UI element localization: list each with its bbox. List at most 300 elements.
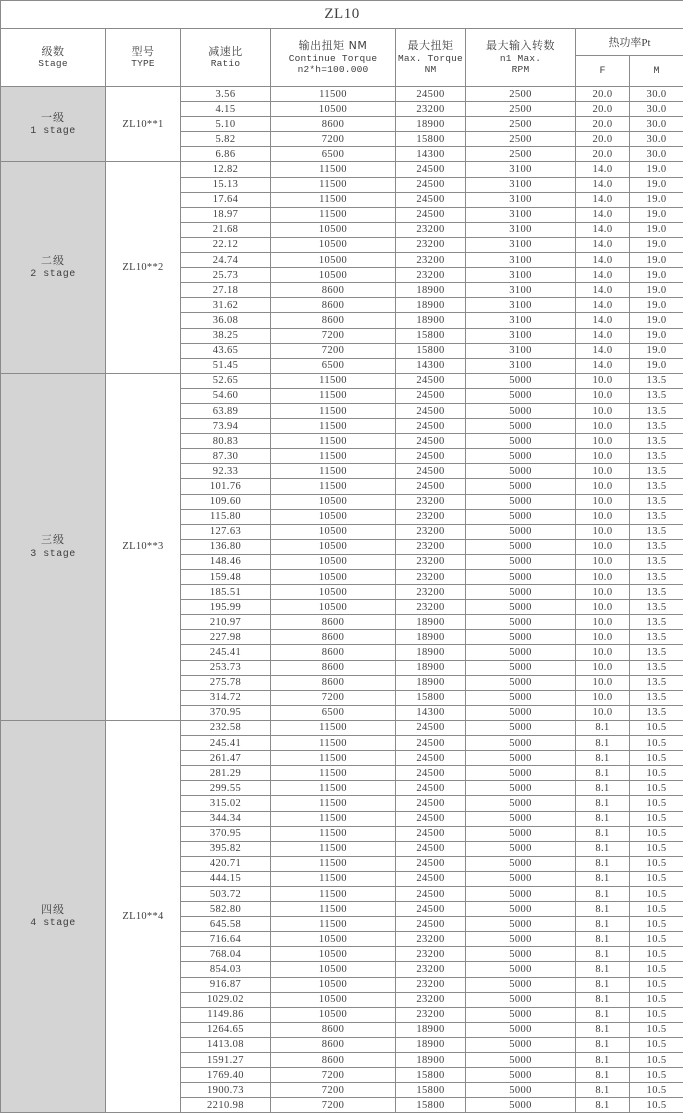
thermal-power-f-cell: 8.1: [576, 886, 630, 901]
title-row: [1, 1, 683, 29]
continuous-torque-cell: 11500: [271, 479, 396, 494]
max-input-rpm-cell: 5000: [466, 811, 576, 826]
continuous-torque-cell: 10500: [271, 509, 396, 524]
page-title: ZL10: [1, 1, 683, 29]
max-torque-cell: 15800: [396, 343, 466, 358]
max-input-rpm-cell: 5000: [466, 419, 576, 434]
max-torque-cell: 24500: [396, 449, 466, 464]
thermal-power-f-cell: 8.1: [576, 871, 630, 886]
max-input-rpm-cell: 3100: [466, 192, 576, 207]
col-header-type-cn: 型号: [106, 45, 180, 59]
continuous-torque-cell: 11500: [271, 192, 396, 207]
ratio-cell: 253.73: [181, 660, 271, 675]
thermal-power-m-cell: 10.5: [630, 1068, 683, 1083]
ratio-cell: 92.33: [181, 464, 271, 479]
max-input-rpm-cell: 3100: [466, 207, 576, 222]
thermal-power-m-cell: 13.5: [630, 494, 683, 509]
col-header-max-input-rpm-cn: 最大输入转数: [466, 39, 575, 53]
continuous-torque-cell: 7200: [271, 132, 396, 147]
thermal-power-f-cell: 20.0: [576, 132, 630, 147]
stage-label-en: 1 stage: [1, 125, 105, 139]
thermal-power-f-cell: 10.0: [576, 464, 630, 479]
max-input-rpm-cell: 5000: [466, 630, 576, 645]
thermal-power-f-cell: 8.1: [576, 932, 630, 947]
continuous-torque-cell: 8600: [271, 615, 396, 630]
thermal-power-f-cell: 10.0: [576, 570, 630, 585]
continuous-torque-cell: 10500: [271, 253, 396, 268]
max-input-rpm-cell: 5000: [466, 720, 576, 735]
ratio-cell: 22.12: [181, 237, 271, 252]
thermal-power-m-cell: 19.0: [630, 192, 683, 207]
ratio-cell: 36.08: [181, 313, 271, 328]
col-header-max-input-rpm: [466, 29, 576, 87]
ratio-cell: 1769.40: [181, 1068, 271, 1083]
continuous-torque-cell: 8600: [271, 645, 396, 660]
type-cell: ZL10**1: [106, 87, 181, 162]
continuous-torque-cell: 10500: [271, 932, 396, 947]
ratio-cell: 24.74: [181, 253, 271, 268]
col-header-continuous-torque-cn: 输出扭矩 NM: [271, 39, 395, 53]
ratio-cell: 54.60: [181, 388, 271, 403]
max-input-rpm-cell: 5000: [466, 524, 576, 539]
thermal-power-m-cell: 13.5: [630, 434, 683, 449]
thermal-power-f-cell: 10.0: [576, 524, 630, 539]
col-header-continuous-torque-en1: Continue Torque: [271, 53, 395, 65]
max-input-rpm-cell: 5000: [466, 826, 576, 841]
ratio-cell: 1029.02: [181, 992, 271, 1007]
thermal-power-m-cell: 13.5: [630, 479, 683, 494]
thermal-power-f-cell: 8.1: [576, 856, 630, 871]
ratio-cell: 6.86: [181, 147, 271, 162]
max-torque-cell: 24500: [396, 434, 466, 449]
max-torque-cell: 23200: [396, 962, 466, 977]
ratio-cell: 38.25: [181, 328, 271, 343]
thermal-power-m-cell: 30.0: [630, 87, 683, 102]
ratio-cell: 15.13: [181, 177, 271, 192]
max-input-rpm-cell: 5000: [466, 977, 576, 992]
ratio-cell: 1413.08: [181, 1037, 271, 1052]
ratio-cell: 5.10: [181, 117, 271, 132]
ratio-cell: 2210.98: [181, 1098, 271, 1113]
ratio-cell: 3.56: [181, 87, 271, 102]
max-torque-cell: 24500: [396, 886, 466, 901]
max-input-rpm-cell: 3100: [466, 358, 576, 373]
thermal-power-m-cell: 19.0: [630, 162, 683, 177]
thermal-power-m-cell: 13.5: [630, 403, 683, 418]
continuous-torque-cell: 11500: [271, 917, 396, 932]
max-torque-cell: 24500: [396, 177, 466, 192]
max-torque-cell: 23200: [396, 554, 466, 569]
max-input-rpm-cell: 5000: [466, 434, 576, 449]
max-input-rpm-cell: 2500: [466, 117, 576, 132]
max-torque-cell: 23200: [396, 977, 466, 992]
thermal-power-f-cell: 10.0: [576, 630, 630, 645]
ratio-cell: 148.46: [181, 554, 271, 569]
thermal-power-m-cell: 19.0: [630, 283, 683, 298]
max-input-rpm-cell: 5000: [466, 705, 576, 720]
continuous-torque-cell: 11500: [271, 886, 396, 901]
thermal-power-m-cell: 19.0: [630, 313, 683, 328]
thermal-power-f-cell: 8.1: [576, 947, 630, 962]
ratio-cell: 101.76: [181, 479, 271, 494]
max-input-rpm-cell: 5000: [466, 585, 576, 600]
type-cell: ZL10**4: [106, 720, 181, 1112]
max-input-rpm-cell: 2500: [466, 102, 576, 117]
continuous-torque-cell: 11500: [271, 736, 396, 751]
ratio-cell: 370.95: [181, 705, 271, 720]
thermal-power-f-cell: 10.0: [576, 449, 630, 464]
table-body: [1, 87, 683, 1113]
thermal-power-f-cell: 8.1: [576, 1022, 630, 1037]
continuous-torque-cell: 11500: [271, 403, 396, 418]
ratio-cell: 195.99: [181, 600, 271, 615]
max-torque-cell: 18900: [396, 298, 466, 313]
ratio-cell: 136.80: [181, 539, 271, 554]
thermal-power-f-cell: 8.1: [576, 992, 630, 1007]
max-input-rpm-cell: 3100: [466, 283, 576, 298]
max-torque-cell: 23200: [396, 509, 466, 524]
thermal-power-m-cell: 10.5: [630, 917, 683, 932]
ratio-cell: 87.30: [181, 449, 271, 464]
ratio-cell: 370.95: [181, 826, 271, 841]
max-input-rpm-cell: 5000: [466, 1068, 576, 1083]
ratio-cell: 314.72: [181, 690, 271, 705]
max-input-rpm-cell: 2500: [466, 87, 576, 102]
thermal-power-f-cell: 14.0: [576, 298, 630, 313]
max-input-rpm-cell: 3100: [466, 328, 576, 343]
thermal-power-f-cell: 14.0: [576, 207, 630, 222]
thermal-power-m-cell: 30.0: [630, 102, 683, 117]
continuous-torque-cell: 11500: [271, 373, 396, 388]
ratio-cell: 261.47: [181, 751, 271, 766]
thermal-power-m-cell: 10.5: [630, 781, 683, 796]
continuous-torque-cell: 8600: [271, 1022, 396, 1037]
ratio-cell: 232.58: [181, 720, 271, 735]
thermal-power-f-cell: 8.1: [576, 826, 630, 841]
max-torque-cell: 23200: [396, 585, 466, 600]
max-torque-cell: 18900: [396, 660, 466, 675]
thermal-power-f-cell: 14.0: [576, 343, 630, 358]
continuous-torque-cell: 11500: [271, 207, 396, 222]
max-torque-cell: 18900: [396, 675, 466, 690]
thermal-power-f-cell: 8.1: [576, 1037, 630, 1052]
max-input-rpm-cell: 5000: [466, 871, 576, 886]
continuous-torque-cell: 10500: [271, 222, 396, 237]
max-torque-cell: 24500: [396, 917, 466, 932]
thermal-power-m-cell: 10.5: [630, 1098, 683, 1113]
continuous-torque-cell: 10500: [271, 947, 396, 962]
max-torque-cell: 18900: [396, 1053, 466, 1068]
ratio-cell: 63.89: [181, 403, 271, 418]
max-torque-cell: 23200: [396, 253, 466, 268]
max-torque-cell: 14300: [396, 147, 466, 162]
ratio-cell: 43.65: [181, 343, 271, 358]
thermal-power-m-cell: 13.5: [630, 705, 683, 720]
max-input-rpm-cell: 5000: [466, 554, 576, 569]
thermal-power-f-cell: 10.0: [576, 585, 630, 600]
stage-cell: [1, 720, 106, 1112]
max-input-rpm-cell: 5000: [466, 886, 576, 901]
continuous-torque-cell: 10500: [271, 494, 396, 509]
thermal-power-f-cell: 8.1: [576, 781, 630, 796]
max-torque-cell: 15800: [396, 1083, 466, 1098]
max-torque-cell: 23200: [396, 237, 466, 252]
thermal-power-m-cell: 10.5: [630, 826, 683, 841]
max-input-rpm-cell: 5000: [466, 570, 576, 585]
thermal-power-f-cell: 10.0: [576, 479, 630, 494]
continuous-torque-cell: 8600: [271, 675, 396, 690]
thermal-power-m-cell: 10.5: [630, 720, 683, 735]
continuous-torque-cell: 8600: [271, 1037, 396, 1052]
ratio-cell: 12.82: [181, 162, 271, 177]
max-torque-cell: 24500: [396, 192, 466, 207]
max-input-rpm-cell: 5000: [466, 388, 576, 403]
thermal-power-m-cell: 19.0: [630, 237, 683, 252]
thermal-power-f-cell: 8.1: [576, 1068, 630, 1083]
ratio-cell: 18.97: [181, 207, 271, 222]
continuous-torque-cell: 11500: [271, 796, 396, 811]
max-torque-cell: 18900: [396, 1037, 466, 1052]
col-header-type: [106, 29, 181, 87]
max-torque-cell: 23200: [396, 268, 466, 283]
max-torque-cell: 23200: [396, 570, 466, 585]
thermal-power-f-cell: 10.0: [576, 539, 630, 554]
max-input-rpm-cell: 3100: [466, 237, 576, 252]
continuous-torque-cell: 11500: [271, 766, 396, 781]
thermal-power-f-cell: 8.1: [576, 766, 630, 781]
thermal-power-f-cell: 10.0: [576, 373, 630, 388]
max-input-rpm-cell: 5000: [466, 766, 576, 781]
thermal-power-m-cell: 10.5: [630, 947, 683, 962]
col-header-thermal-power-m: M: [630, 56, 683, 87]
ratio-cell: 275.78: [181, 675, 271, 690]
ratio-cell: 645.58: [181, 917, 271, 932]
stage-label-cn: 二级: [1, 253, 105, 268]
thermal-power-m-cell: 10.5: [630, 932, 683, 947]
col-header-ratio-cn: 减速比: [181, 45, 270, 59]
stage-label-en: 4 stage: [1, 917, 105, 931]
col-header-max-input-rpm-en1: n1 Max.: [466, 53, 575, 65]
table-header: [1, 1, 683, 87]
max-torque-cell: 15800: [396, 1098, 466, 1113]
continuous-torque-cell: 11500: [271, 449, 396, 464]
thermal-power-m-cell: 13.5: [630, 449, 683, 464]
thermal-power-f-cell: 10.0: [576, 660, 630, 675]
max-torque-cell: 24500: [396, 479, 466, 494]
stage-label-en: 3 stage: [1, 548, 105, 562]
continuous-torque-cell: 10500: [271, 102, 396, 117]
thermal-power-f-cell: 14.0: [576, 253, 630, 268]
stage-cell: [1, 87, 106, 162]
col-header-stage: [1, 29, 106, 87]
continuous-torque-cell: 10500: [271, 585, 396, 600]
continuous-torque-cell: 8600: [271, 298, 396, 313]
ratio-cell: 159.48: [181, 570, 271, 585]
max-input-rpm-cell: 5000: [466, 479, 576, 494]
max-input-rpm-cell: 5000: [466, 992, 576, 1007]
max-input-rpm-cell: 5000: [466, 403, 576, 418]
thermal-power-m-cell: 10.5: [630, 1053, 683, 1068]
thermal-power-f-cell: 20.0: [576, 87, 630, 102]
max-torque-cell: 24500: [396, 902, 466, 917]
max-torque-cell: 23200: [396, 102, 466, 117]
col-header-stage-cn: 级数: [1, 45, 105, 59]
max-input-rpm-cell: 5000: [466, 539, 576, 554]
max-torque-cell: 18900: [396, 117, 466, 132]
max-torque-cell: 23200: [396, 932, 466, 947]
stage-label-cn: 四级: [1, 902, 105, 917]
max-torque-cell: 24500: [396, 403, 466, 418]
thermal-power-m-cell: 19.0: [630, 343, 683, 358]
max-torque-cell: 18900: [396, 283, 466, 298]
max-torque-cell: 15800: [396, 690, 466, 705]
max-torque-cell: 15800: [396, 1068, 466, 1083]
ratio-cell: 768.04: [181, 947, 271, 962]
max-input-rpm-cell: 3100: [466, 313, 576, 328]
max-input-rpm-cell: 5000: [466, 600, 576, 615]
max-torque-cell: 24500: [396, 736, 466, 751]
thermal-power-f-cell: 10.0: [576, 403, 630, 418]
max-torque-cell: 24500: [396, 720, 466, 735]
max-input-rpm-cell: 5000: [466, 736, 576, 751]
thermal-power-m-cell: 13.5: [630, 615, 683, 630]
col-header-thermal-power: 热功率Pt: [576, 29, 683, 56]
ratio-cell: 716.64: [181, 932, 271, 947]
max-input-rpm-cell: 5000: [466, 494, 576, 509]
thermal-power-m-cell: 10.5: [630, 811, 683, 826]
thermal-power-f-cell: 8.1: [576, 902, 630, 917]
table-row: [1, 720, 683, 735]
continuous-torque-cell: 11500: [271, 720, 396, 735]
max-input-rpm-cell: 3100: [466, 177, 576, 192]
max-input-rpm-cell: 5000: [466, 902, 576, 917]
thermal-power-m-cell: 13.5: [630, 585, 683, 600]
thermal-power-f-cell: 14.0: [576, 268, 630, 283]
max-torque-cell: 24500: [396, 796, 466, 811]
thermal-power-m-cell: 19.0: [630, 298, 683, 313]
thermal-power-m-cell: 19.0: [630, 253, 683, 268]
max-input-rpm-cell: 5000: [466, 373, 576, 388]
thermal-power-m-cell: 10.5: [630, 902, 683, 917]
thermal-power-m-cell: 13.5: [630, 373, 683, 388]
continuous-torque-cell: 8600: [271, 1053, 396, 1068]
col-header-thermal-power-f: F: [576, 56, 630, 87]
col-header-max-torque-en1: Max. Torque: [396, 53, 465, 65]
continuous-torque-cell: 8600: [271, 660, 396, 675]
continuous-torque-cell: 11500: [271, 871, 396, 886]
max-torque-cell: 24500: [396, 419, 466, 434]
thermal-power-m-cell: 10.5: [630, 871, 683, 886]
thermal-power-m-cell: 13.5: [630, 675, 683, 690]
max-input-rpm-cell: 2500: [466, 132, 576, 147]
continuous-torque-cell: 10500: [271, 554, 396, 569]
continuous-torque-cell: 8600: [271, 630, 396, 645]
max-input-rpm-cell: 5000: [466, 1007, 576, 1022]
continuous-torque-cell: 11500: [271, 464, 396, 479]
max-input-rpm-cell: 5000: [466, 781, 576, 796]
max-torque-cell: 23200: [396, 494, 466, 509]
ratio-cell: 109.60: [181, 494, 271, 509]
thermal-power-m-cell: 19.0: [630, 207, 683, 222]
thermal-power-f-cell: 8.1: [576, 1007, 630, 1022]
thermal-power-m-cell: 13.5: [630, 464, 683, 479]
max-torque-cell: 18900: [396, 645, 466, 660]
continuous-torque-cell: 7200: [271, 690, 396, 705]
ratio-cell: 420.71: [181, 856, 271, 871]
ratio-cell: 916.87: [181, 977, 271, 992]
max-torque-cell: 23200: [396, 947, 466, 962]
ratio-cell: 503.72: [181, 886, 271, 901]
max-input-rpm-cell: 2500: [466, 147, 576, 162]
col-header-ratio: [181, 29, 271, 87]
ratio-cell: 52.65: [181, 373, 271, 388]
ratio-cell: 73.94: [181, 419, 271, 434]
continuous-torque-cell: 7200: [271, 1068, 396, 1083]
continuous-torque-cell: 11500: [271, 162, 396, 177]
thermal-power-m-cell: 13.5: [630, 570, 683, 585]
max-input-rpm-cell: 3100: [466, 268, 576, 283]
stage-label-cn: 三级: [1, 532, 105, 547]
thermal-power-m-cell: 13.5: [630, 630, 683, 645]
stage-label-cn: 一级: [1, 110, 105, 125]
thermal-power-m-cell: 10.5: [630, 962, 683, 977]
thermal-power-f-cell: 8.1: [576, 841, 630, 856]
max-input-rpm-cell: 5000: [466, 660, 576, 675]
max-input-rpm-cell: 5000: [466, 841, 576, 856]
thermal-power-f-cell: 14.0: [576, 192, 630, 207]
thermal-power-m-cell: 13.5: [630, 690, 683, 705]
thermal-power-m-cell: 10.5: [630, 856, 683, 871]
col-header-continuous-torque: [271, 29, 396, 87]
max-torque-cell: 24500: [396, 811, 466, 826]
thermal-power-f-cell: 10.0: [576, 690, 630, 705]
max-input-rpm-cell: 5000: [466, 917, 576, 932]
thermal-power-f-cell: 14.0: [576, 313, 630, 328]
continuous-torque-cell: 11500: [271, 434, 396, 449]
thermal-power-f-cell: 14.0: [576, 177, 630, 192]
thermal-power-f-cell: 14.0: [576, 162, 630, 177]
continuous-torque-cell: 10500: [271, 600, 396, 615]
continuous-torque-cell: 10500: [271, 977, 396, 992]
thermal-power-f-cell: 10.0: [576, 509, 630, 524]
ratio-cell: 227.98: [181, 630, 271, 645]
max-torque-cell: 23200: [396, 524, 466, 539]
max-input-rpm-cell: 5000: [466, 947, 576, 962]
thermal-power-f-cell: 8.1: [576, 720, 630, 735]
ratio-cell: 115.80: [181, 509, 271, 524]
thermal-power-m-cell: 19.0: [630, 358, 683, 373]
thermal-power-m-cell: 30.0: [630, 132, 683, 147]
thermal-power-f-cell: 8.1: [576, 796, 630, 811]
max-input-rpm-cell: 5000: [466, 615, 576, 630]
continuous-torque-cell: 10500: [271, 237, 396, 252]
max-torque-cell: 24500: [396, 781, 466, 796]
thermal-power-m-cell: 13.5: [630, 419, 683, 434]
max-input-rpm-cell: 5000: [466, 1037, 576, 1052]
thermal-power-m-cell: 13.5: [630, 645, 683, 660]
ratio-cell: 1264.65: [181, 1022, 271, 1037]
continuous-torque-cell: 7200: [271, 1098, 396, 1113]
thermal-power-m-cell: 10.5: [630, 766, 683, 781]
continuous-torque-cell: 7200: [271, 328, 396, 343]
thermal-power-m-cell: 19.0: [630, 328, 683, 343]
thermal-power-m-cell: 13.5: [630, 509, 683, 524]
thermal-power-m-cell: 10.5: [630, 751, 683, 766]
max-torque-cell: 24500: [396, 826, 466, 841]
thermal-power-f-cell: 14.0: [576, 283, 630, 298]
max-input-rpm-cell: 5000: [466, 856, 576, 871]
max-input-rpm-cell: 5000: [466, 796, 576, 811]
